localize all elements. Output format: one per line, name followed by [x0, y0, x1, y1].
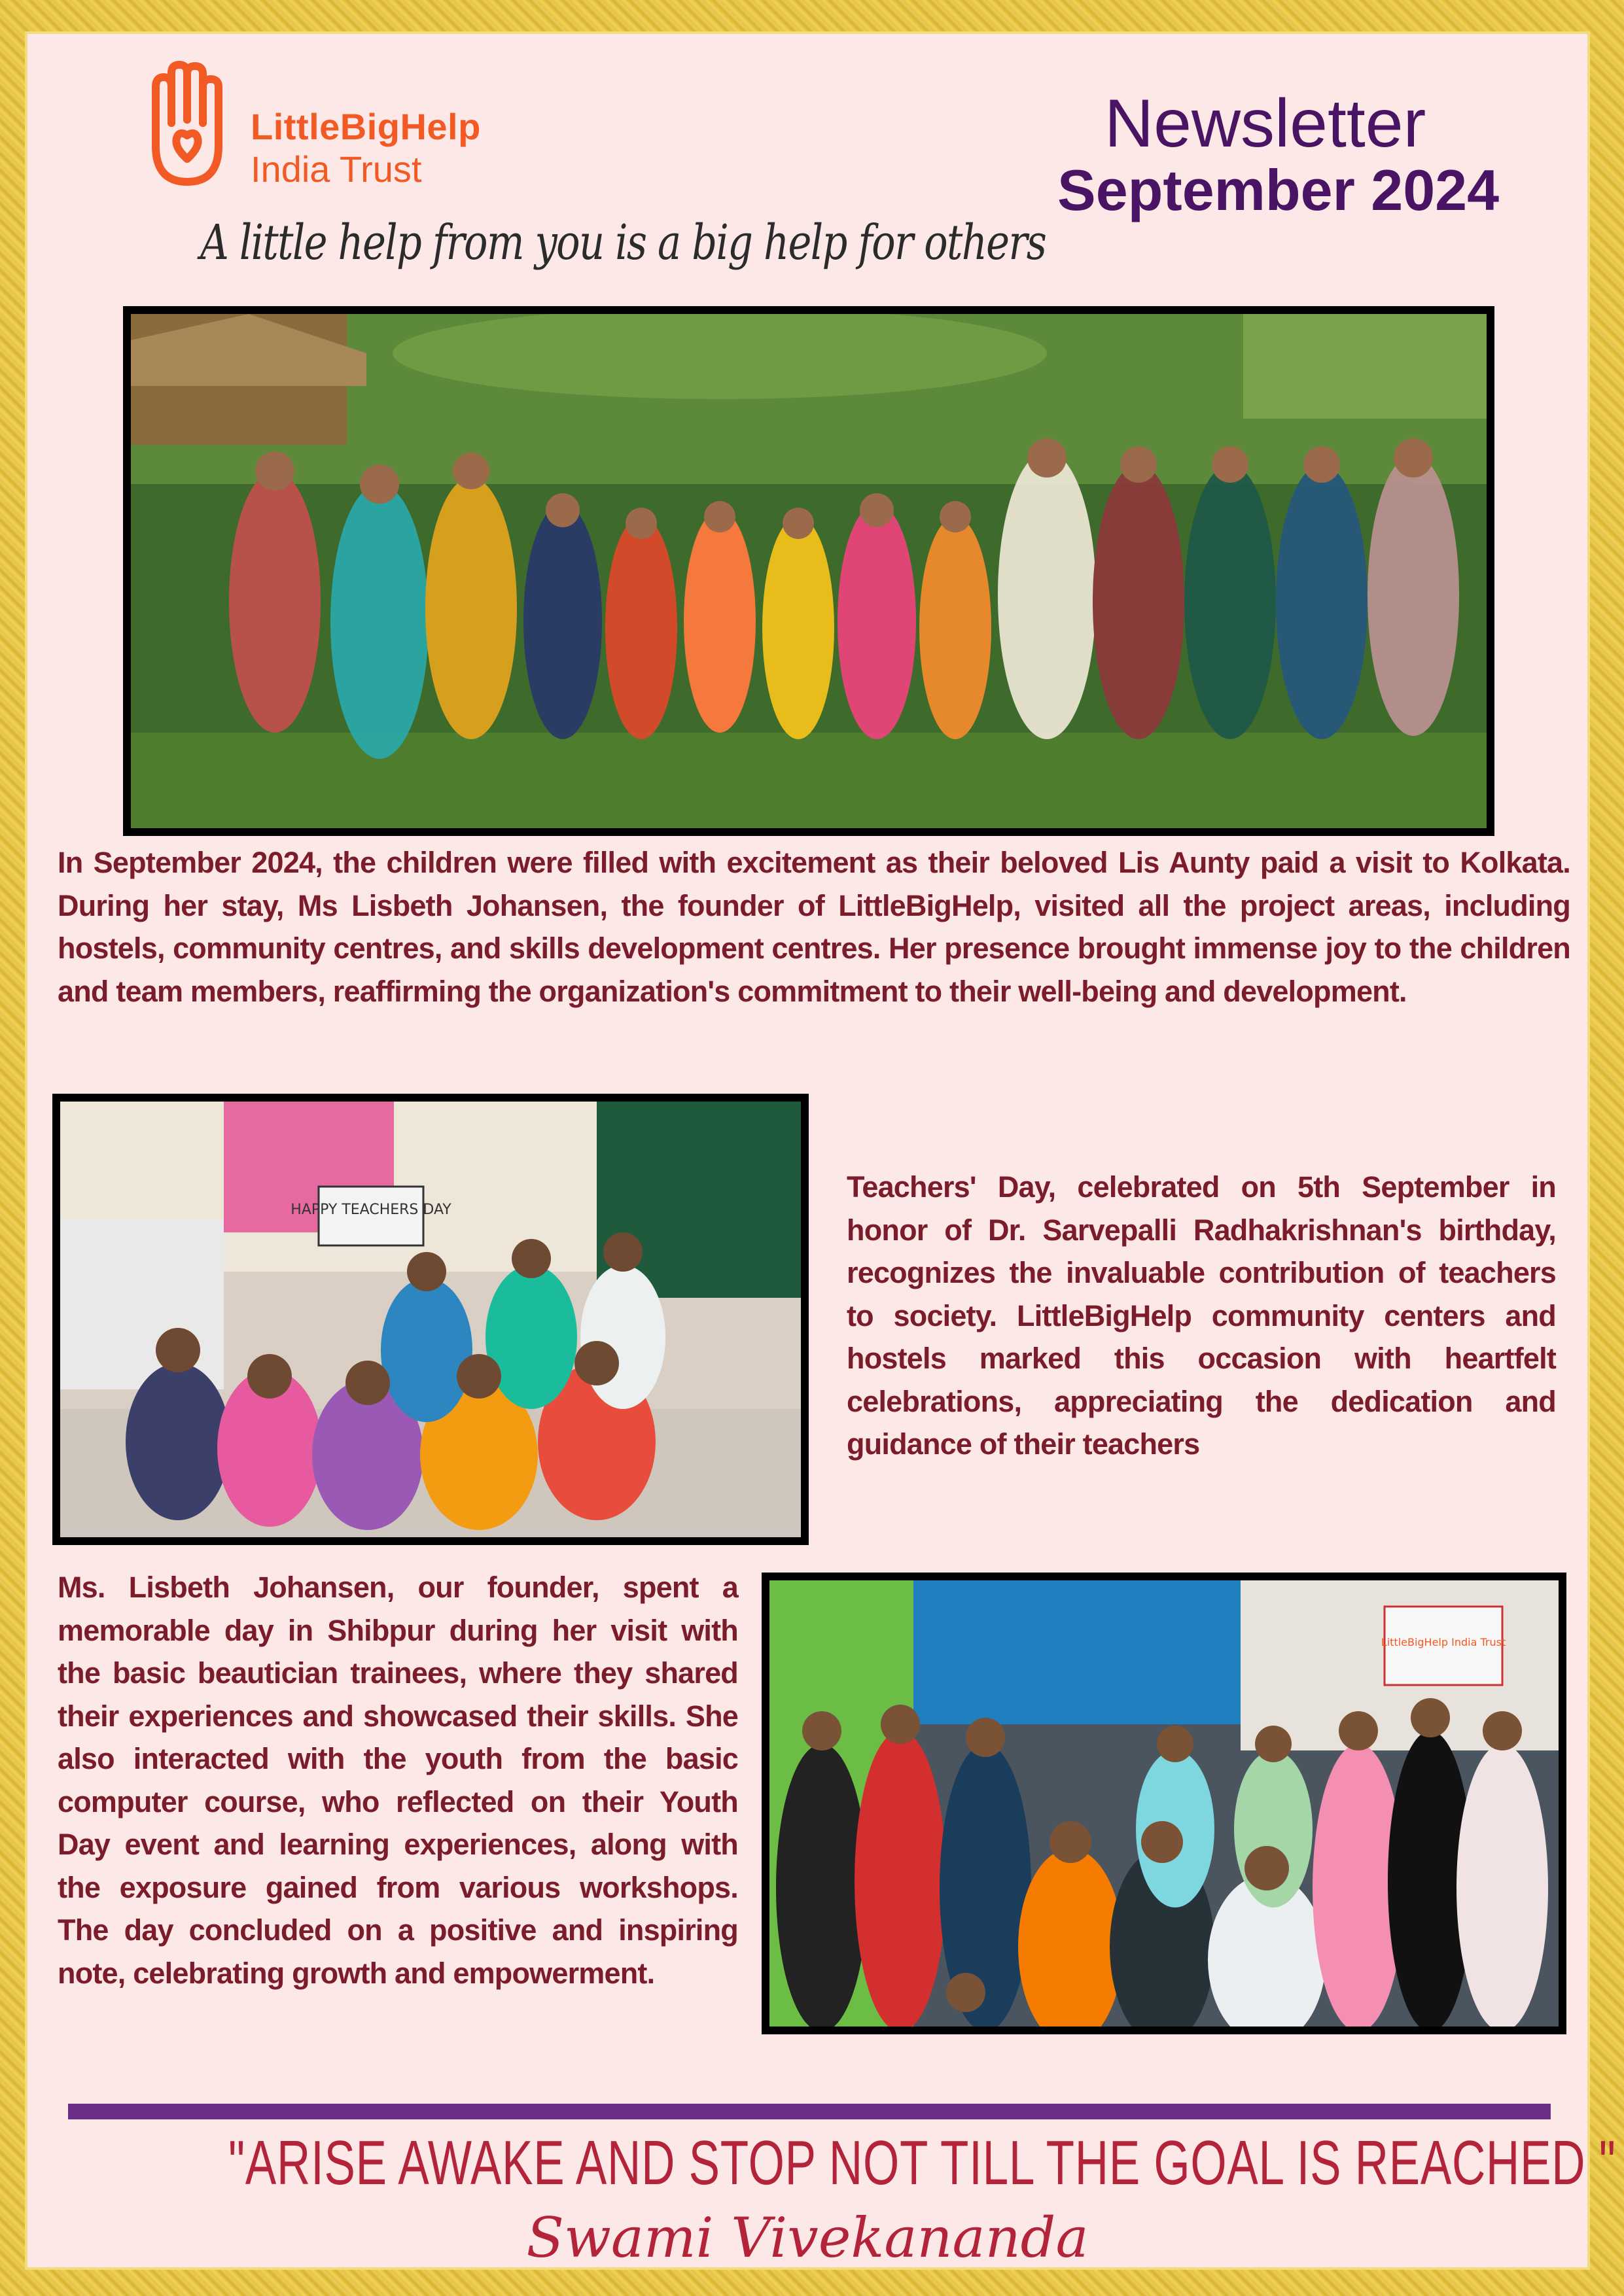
quote-author: Swami Vivekananda	[526, 2206, 1089, 2270]
group-photo-outdoor	[123, 306, 1494, 836]
newsletter-date: September 2024	[1057, 158, 1500, 222]
trainees-image	[769, 1580, 1559, 2026]
trainees-photo	[762, 1573, 1566, 2034]
footer-divider	[68, 2104, 1551, 2119]
organization-logo	[136, 61, 581, 231]
teachers-day-photo	[52, 1094, 809, 1545]
teachers-day-image	[60, 1102, 801, 1537]
newsletter-title: Newsletter	[1104, 86, 1426, 162]
hand-heart-icon	[136, 61, 238, 188]
group-photo-image	[131, 314, 1487, 828]
teachers-sign-text: HAPPY TEACHERS DAY	[291, 1202, 451, 1218]
tagline: A little help from you is a big help for others	[200, 215, 1046, 271]
logo-subtitle: India Trust	[251, 148, 422, 190]
article-teachers-day: Teachers' Day, celebrated on 5th September in honor of Dr. Sarvepalli Radhakrishnan's birthday, recognizes the invaluable contribution of teachers to society. LittleBigHelp community centers and hostels marked this occasion with heartfelt celebrations, appreciating the dedication and guidance of their teachers	[847, 1170, 1556, 1461]
article-shibpur: Ms. Lisbeth Johansen, our founder, spent a memorable day in Shibpur during her visit with the basic beautician trainees, where they shared their experiences and showcased their skills. She also interacted with the youth from the basic computer course, who reflected on their Youth Day event and learning experiences, along with the exposure gained from various workshops. The day concluded on a positive and inspiring note, celebrating growth and empowerment.	[58, 1571, 738, 1990]
logo-name: LittleBigHelp	[251, 106, 481, 147]
trainees-sign-text: LittleBigHelp India Trust	[1381, 1636, 1506, 1648]
article-visit: In September 2024, the children were filled with excitement as their beloved Lis Aunty paid a visit to Kolkata. During her stay, Ms Lisbeth Johansen, the founder of LittleBigHelp, visited all the project areas, including hostels, community centres, and skills development centres. Her presence brought immense joy to the children and team members, reaffirming the organization's commitment to their well-being and development.	[58, 846, 1570, 1008]
newsletter-page	[25, 31, 1616, 2270]
quote-text: "ARISE AWAKE AND STOP NOT TILL THE GOAL IS REACHED "	[228, 2128, 1616, 2198]
